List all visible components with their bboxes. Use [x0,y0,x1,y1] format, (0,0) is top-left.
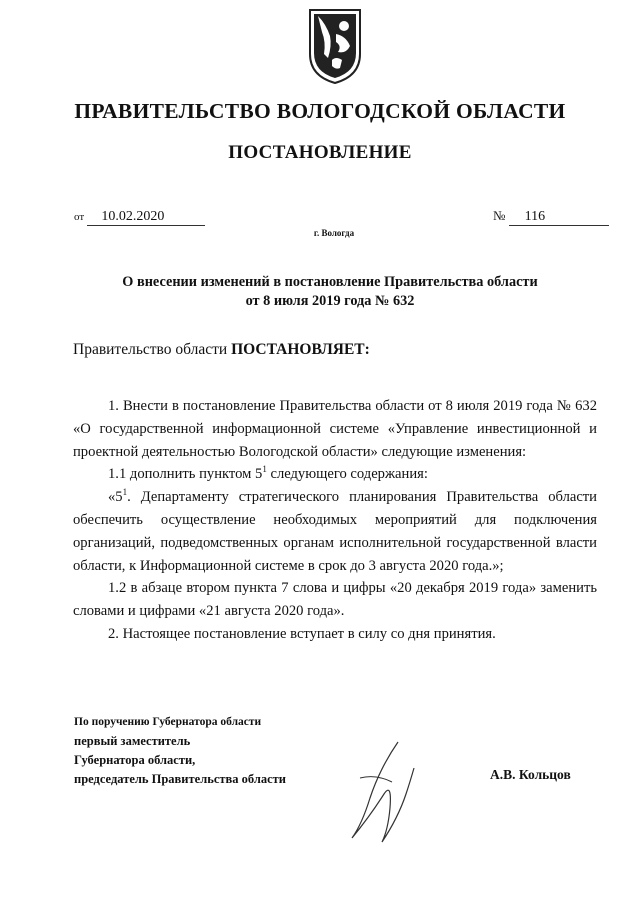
vologda-coat-of-arms-icon [306,6,364,86]
subject-line-2: от 8 июля 2019 года № 632 [245,293,415,309]
government-title: ПРАВИТЕЛЬСТВО ВОЛОГОДСКОЙ ОБЛАСТИ [74,99,566,123]
number-prefix: № [493,208,506,223]
date-value: 10.02.2020 [87,209,205,226]
subject-line-1: О внесении изменений в постановление Правительства области [122,274,538,290]
body-text [73,395,597,646]
document-subject [60,273,600,311]
handwritten-signature-icon [340,738,430,848]
preamble-text: Правительство области [73,341,232,358]
paragraph-1-2: 1.2 в абзаце втором пункта 7 слова и цифры «20 декабря 2019 года» заменить словами и цифрами «21 августа 2020 года». [73,580,597,620]
paragraph-5-1 [73,486,597,577]
superscript: 1 [262,464,267,475]
preamble-bold: ПОСТАНОВЛЯЕТ: [231,341,370,358]
paragraph-1-1-text: 1.1 дополнить пунктом 5 [108,466,263,483]
paragraph-1-1-text-end: следующего содержания: [266,466,428,483]
number-value: 116 [509,209,609,226]
signature-line-2: первый заместитель [74,734,191,748]
signature-line-1: По поручению Губернатора области [74,716,262,728]
signature-line-3: Губернатора области, [74,753,196,767]
city: г. Вологда [313,228,355,238]
paragraph-5-1-start: «5 [108,489,123,506]
paragraph-1: 1. Внести в постановление Правительства области от 8 июля 2019 года № 632 «О государственной информационной системе «Управление инвестиционной и проектной деятельностью Вологодской области» следующие изменения: [73,398,597,460]
signature-block [74,713,286,789]
superscript: 1 [122,487,128,498]
paragraph-5-1-text: . Департаменту стратегического планирования Правительства области обеспечить осуществление необходимых мероприятий для подключения организаций, подведомственных органам исполнительной государственной власти области, к Информационной системе в срок до 3 августа 2020 года.»; [73,489,597,574]
paragraph-2: 2. Настоящее постановление вступает в силу со дня принятия. [108,625,496,642]
paragraph-1-1 [73,463,597,486]
signer-name: А.В. Кольцов [490,767,571,782]
date-field [74,208,205,226]
document-type: ПОСТАНОВЛЕНИЕ [228,142,412,163]
number-field [493,208,609,226]
preamble [73,341,370,359]
signature-line-4: председатель Правительства области [74,772,286,786]
date-prefix: от [74,211,85,223]
